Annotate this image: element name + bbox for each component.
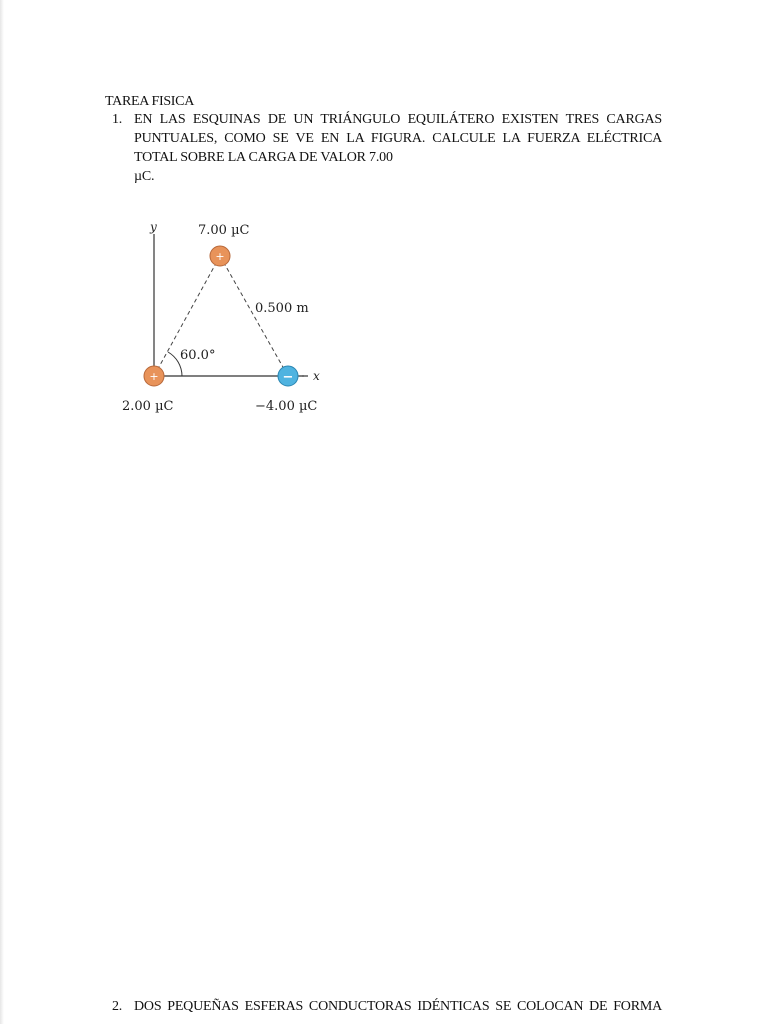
charge-left-sign: + xyxy=(149,370,159,383)
angle-label: 60.0° xyxy=(180,348,216,363)
problem-text: DOS PEQUEÑAS ESFERAS CONDUCTORAS IDÉNTICAS SE COLOCAN DE FORMA xyxy=(134,999,662,1014)
triangle-diagram xyxy=(118,218,348,428)
y-axis-label: y xyxy=(150,220,157,234)
problem-1 xyxy=(105,110,662,186)
charge-right-label: −4.00 µC xyxy=(255,399,318,414)
charge-left-label: 2.00 µC xyxy=(122,399,174,414)
triangle-side-right xyxy=(220,256,288,376)
side-length-label: 0.500 m xyxy=(255,301,309,316)
page-edge xyxy=(0,0,4,1024)
problem-text: EN LAS ESQUINAS DE UN TRIÁNGULO EQUILÁTERO EXISTEN TRES CARGAS PUNTUALES, COMO SE VE EN LA FIGURA. CALCULE LA FUERZA ELÉCTRICA TOTAL SOBRE LA CARGA DE VALOR 7.00 xyxy=(134,112,662,165)
problem-unit: µC. xyxy=(134,169,155,184)
problem-number: 2. xyxy=(112,999,123,1014)
document-title: TAREA FISICA xyxy=(105,94,195,109)
charge-top-label: 7.00 µC xyxy=(198,223,250,238)
x-axis-label: x xyxy=(313,369,320,383)
charge-top-sign: + xyxy=(215,250,225,263)
charge-right-sign: − xyxy=(282,370,294,385)
problem-2 xyxy=(105,997,662,1016)
problem-number: 1. xyxy=(112,112,123,127)
charges-triangle-figure xyxy=(118,218,348,428)
